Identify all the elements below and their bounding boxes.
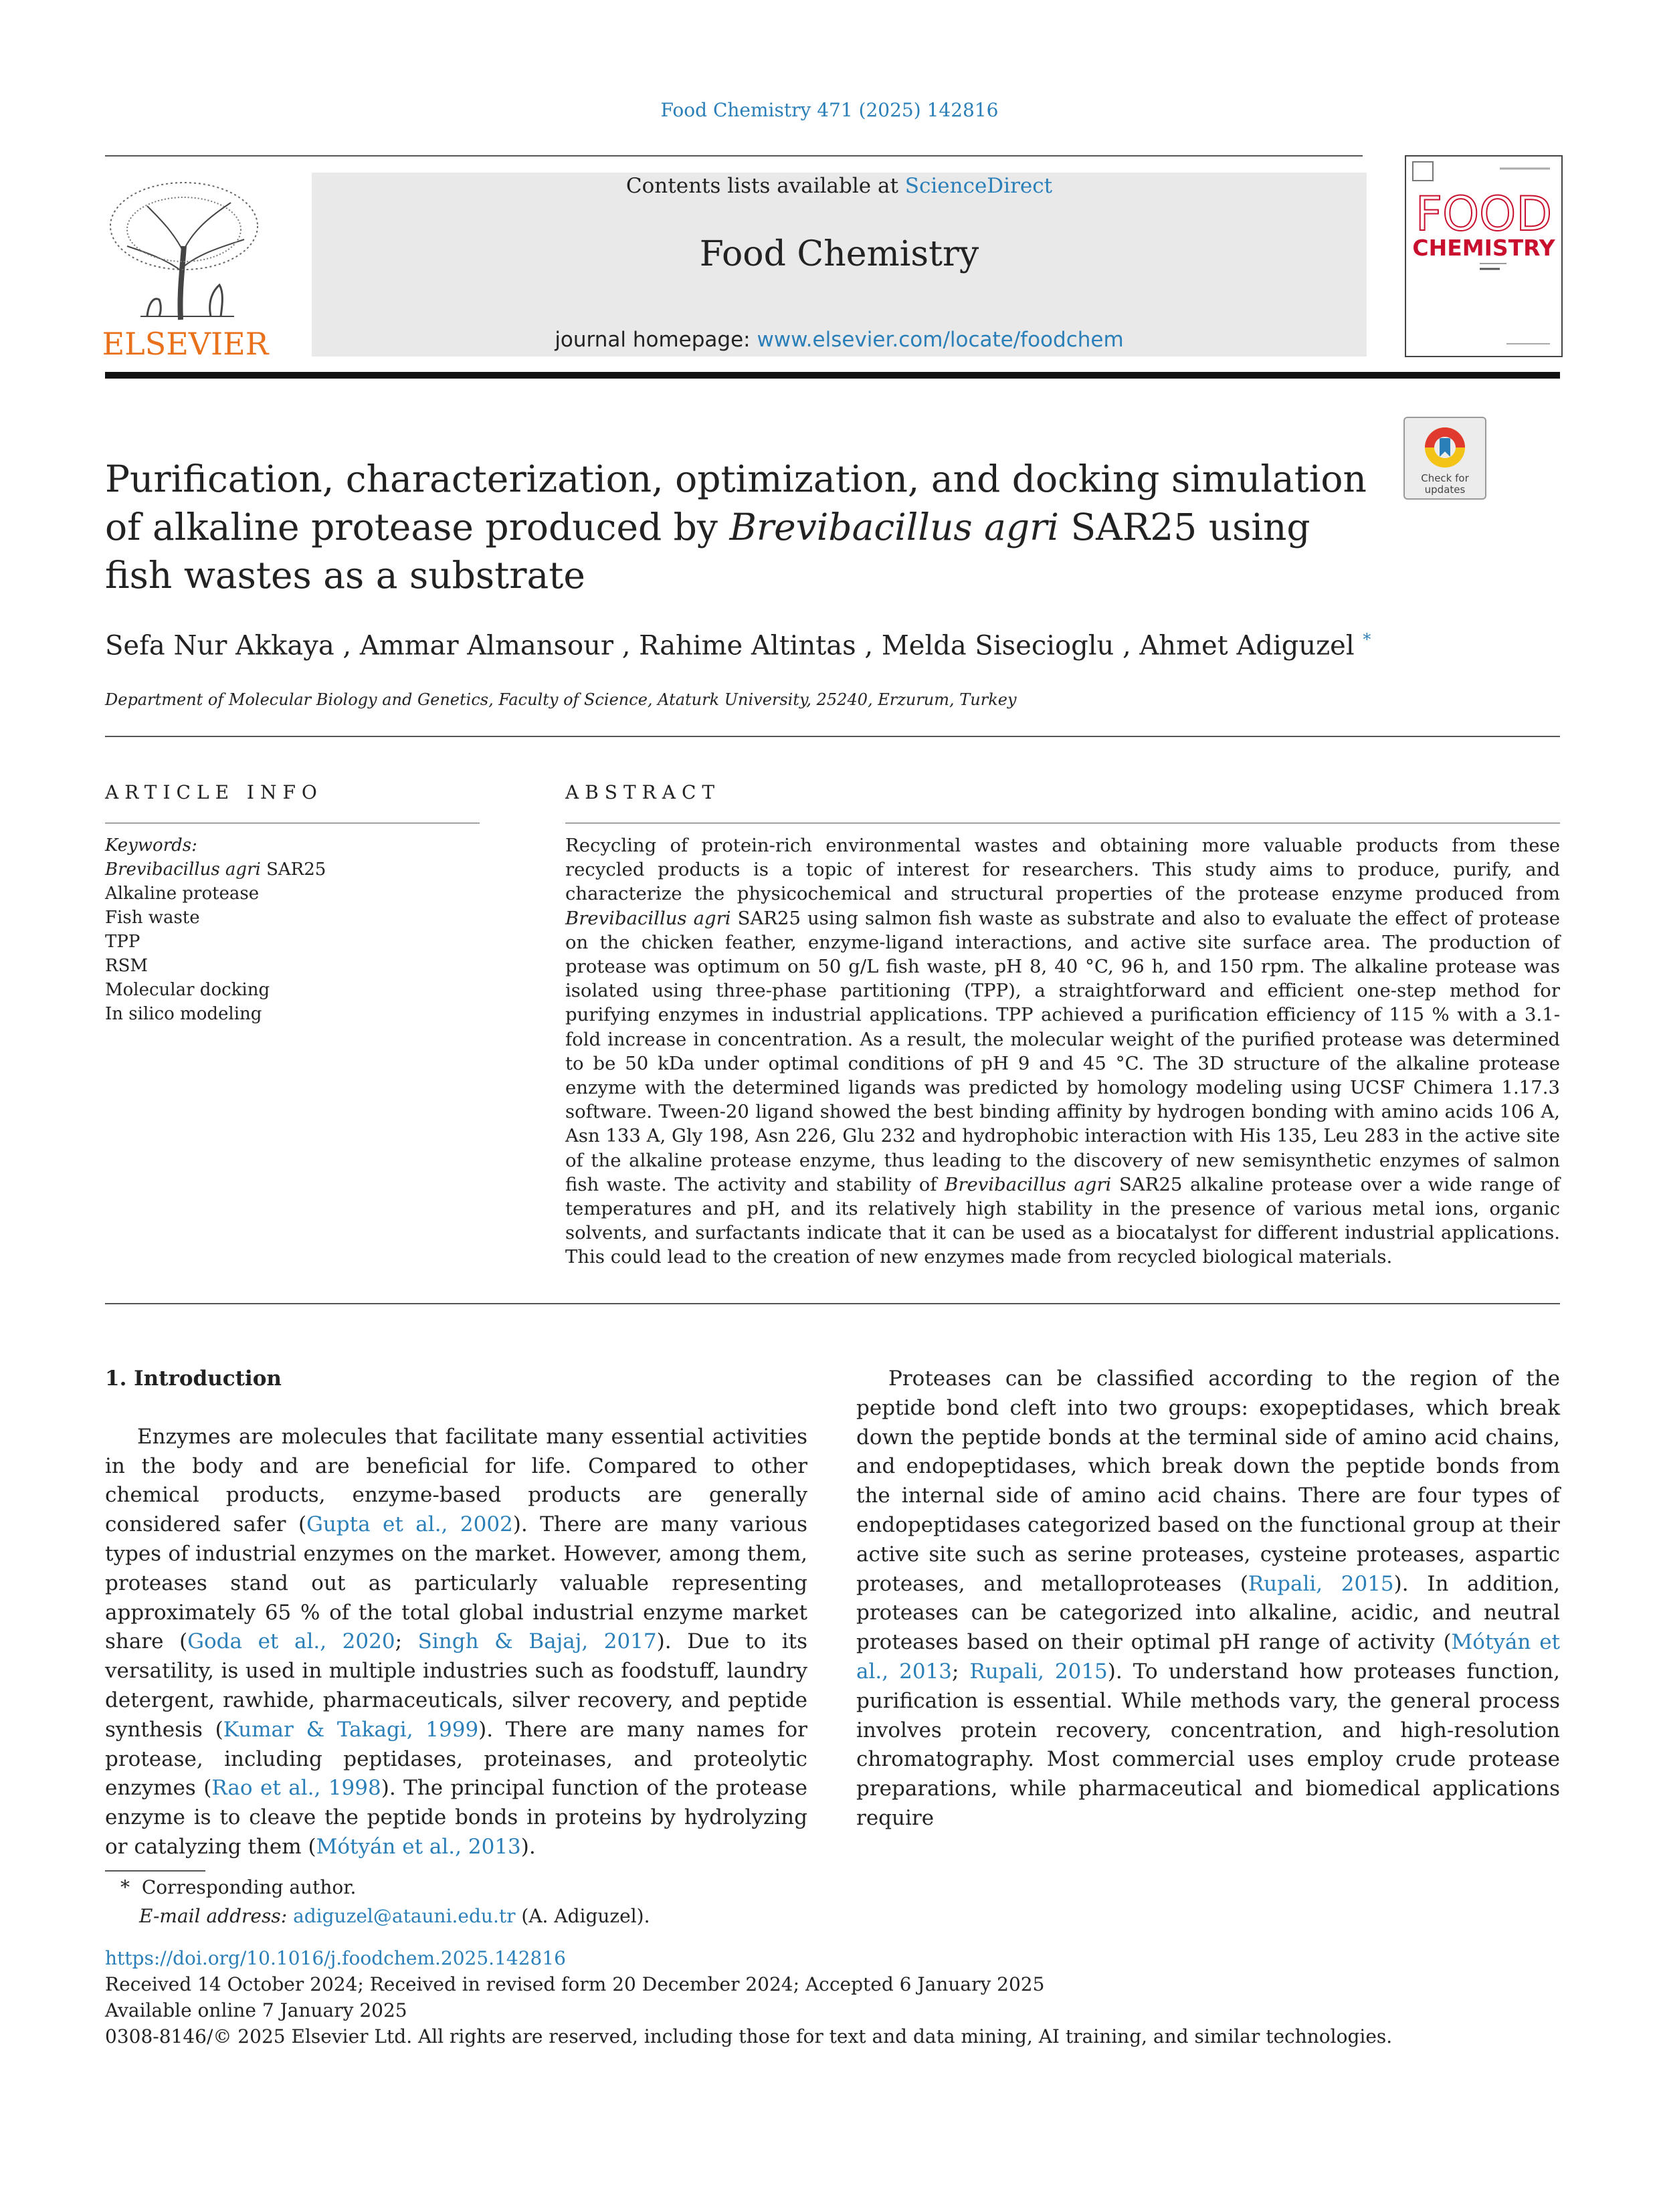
check-for-updates-badge[interactable] [1403,417,1486,500]
body-column-right [856,1365,1560,1833]
keyword-item: TPP [105,932,140,952]
cover-title-chemistry: CHEMISTRY [1412,235,1555,261]
elsevier-wordmark: ELSEVIER [102,326,269,360]
body-text: ; [395,1629,418,1654]
keyword-item: RSM [105,956,149,976]
crossmark-label-line1: Check for [1421,472,1469,484]
copyright: 0308-8146/© 2025 Elsevier Ltd. All rights are reserved, including those for text and data mining, AI training, and similar technologies. [105,2025,1393,2047]
top-rule [105,155,1363,157]
author-name[interactable]: Ahmet Adiguzel [1139,630,1355,662]
citation-link[interactable]: Rao et al., 1998 [211,1776,381,1801]
article-title [105,455,1376,599]
body-text: ; [952,1659,970,1684]
journal-cover-icon [1406,157,1561,356]
article-info-heading: ARTICLE INFO [105,781,323,803]
section-heading-introduction: 1. Introduction [105,1367,282,1391]
keyword-item [105,858,533,882]
body-paragraph [105,1423,807,1862]
body-text: ). To understand how proteases function, purification is essential. While methods vary, the general process involves protein recovery, concentration, and high-resolution chromatography. Most commercial uses employ crude protease preparations, while pharmaceutical and biomedical applications require [856,1659,1560,1830]
abstract-species-italic: Brevibacillus agri [945,1173,1112,1195]
keywords-list [105,833,533,1026]
citation-link[interactable]: Mótyán et al., 2013 [856,1630,1560,1684]
footnote-mark: * [120,1876,130,1898]
body-text: ). There are many names for protease, including peptidases, proteinases, and proteolytic enzymes ( [105,1717,807,1801]
homepage-prefix: journal homepage: [555,328,757,352]
keywords-label: Keywords: [105,835,197,856]
abstract-segment: SAR25 using salmon fish waste as substrate and also to evaluate the effect of protease on the chicken feather, enzyme-ligand interactions, and active site surface area. The production of protease was optimum on 50 g/L fish waste, pH 8, 40 °C, 96 h, and 150 rpm. The alkaline protease was isolated using three-phase partitioning (TPP), a straightforward and efficient one-step method for purifying enzymes in industrial applications. TPP achieved a purification efficiency of 115 % with a 3.1-fold increase in concentration. As a result, the molecular weight of the purified protease was determined to be 50 kDa under optimal conditions of pH 9 and 45 °C. The 3D structure of the alkaline protease enzyme with the determined ligands was predicted by homology modeling using UCSF Chimera 1.17.3 software. Tween-20 ligand showed the best binding affinity by hydrogen bonding with amino acids 106 A, Asn 133 A, Gly 198, Asn 226, Glu 232 and hydrophobic interaction with His 135, Leu 283 in the active site of the alkaline protease enzyme, thus leading to the discovery of new semisynthetic enzymes of salmon fish waste. The activity and stability of [565,907,1561,1195]
keyword-item: Alkaline protease [105,884,260,904]
available-online: Available online 7 January 2025 [105,1999,407,2021]
email-note [120,1902,1191,1930]
citation-link[interactable]: Singh & Bajaj, 2017 [417,1629,657,1654]
journal-cover-thumbnail[interactable] [1405,155,1563,357]
page-footer [105,1945,1563,2049]
affiliation: Department of Molecular Biology and Genetics, Faculty of Science, Ataturk University, 25240, Erzurum, Turkey [105,690,1017,709]
journal-name: Food Chemistry [699,234,979,274]
citation-link[interactable]: Rupali, 2015 [1248,1571,1394,1596]
author-name[interactable]: Sefa Nur Akkaya [105,630,334,662]
body-text: ). There are many various types of industrial enzymes on the market. However, among them, proteases stand out as particularly valuable representing approximately 65 % of the total global industrial enzyme market share ( [105,1512,807,1654]
email-link[interactable]: adiguzel@atauni.edu.tr [293,1905,516,1927]
email-suffix: (A. Adiguzel). [515,1905,650,1927]
author-name[interactable]: Melda Sisecioglu [881,630,1114,662]
abstract-species-italic: Brevibacillus agri [565,907,731,929]
title-part-2: SAR25 using fish wastes as a substrate [105,506,1310,597]
author-separator: , [856,630,882,662]
abstract-heading: ABSTRACT [565,781,721,803]
doi-link[interactable]: https://doi.org/10.1016/j.foodchem.2025.142816 [105,1947,566,1969]
abstract-segment: Recycling of protein-rich environmental wastes and obtaining more valuable products from these recycled products is a topic of interest for researchers. This study aims to produce, purify, and characterize the physicochemical and structural properties of the protease enzyme produced from [565,835,1560,905]
keyword-item: In silico modeling [105,1004,262,1024]
crossmark-label-line2: updates [1424,484,1466,496]
author-separator: , [613,630,640,662]
journal-reference-link[interactable]: Food Chemistry 471 (2025) 142816 [660,99,999,121]
citation-link[interactable]: Kumar & Takagi, 1999 [223,1717,479,1742]
body-text: Proteases can be classified according to the region of the peptide bond cleft into two groups: exopeptidases, which break down the peptide bonds at the terminal side of amino acid chains, and endopeptidases, which break down the peptide bonds from the internal side of amino acid chains. There are four types of endopeptidases categorized based on the functional group at their active site such as serine proteases, cysteine proteases, aspartic proteases, and metalloproteases ( [856,1367,1560,1596]
title-part-1: Purification, characterization, optimization, and docking simulation of alkaline protease produced by [105,458,1367,548]
author-separator: , [334,630,360,662]
author-name[interactable]: Rahime Altintas [639,630,856,662]
cover-title-food: FOOD [1415,187,1553,241]
abstract-text [565,833,1560,1270]
contents-line [312,174,1367,198]
body-text: Enzymes are molecules that facilitate many essential activities in the body and are beneficial for life. Compared to other chemical products, enzyme-based products are generally considered safer ( [105,1424,807,1537]
title-species-italic: Brevibacillus agri [729,506,1059,548]
header-thick-rule [105,372,1560,379]
author-name[interactable]: Ammar Almansour [359,630,613,662]
homepage-line [312,328,1367,352]
homepage-link[interactable]: www.elsevier.com/locate/foodchem [757,328,1124,352]
keyword-item: Molecular docking [105,980,270,1000]
elsevier-logo [100,173,271,360]
abstract-segment: SAR25 alkaline protease over a wide range of temperatures and pH, and its relatively high stability in the presence of various metal ions, organic solvents, and surfactants indicate that it can be used as a biocatalyst for different industrial applications. This could lead to the creation of new enzymes made from recycled biological materials. [565,1173,1560,1268]
crossmark-icon [1405,418,1485,498]
contents-prefix: Contents lists available at [625,174,905,198]
keyword-species: Brevibacillus agri [105,860,261,880]
keyword-item: Fish waste [105,908,200,928]
elsevier-tree-icon [100,173,271,360]
received-dates: Received 14 October 2024; Received in revised form 20 December 2024; Accepted 6 January 2025 [105,1973,1045,1995]
author-separator: , [1114,630,1140,662]
citation-link[interactable]: Gupta et al., 2002 [306,1512,513,1537]
body-text: ). The principal function of the protease enzyme is to cleave the peptide bonds in proteins by hydrolyzing or catalyzing them ( [105,1776,807,1859]
email-label: E-mail address: [139,1905,288,1927]
body-text: ). Due to its versatility, is used in multiple industries such as foodstuff, laundry detergent, rawhide, pharmaceuticals, silver recovery, and peptide synthesis ( [105,1629,807,1742]
corresponding-note [120,1873,1191,1902]
sciencedirect-link[interactable]: ScienceDirect [904,174,1053,198]
divider-rule [105,736,1560,737]
keyword-suffix: SAR25 [260,860,326,880]
footnote-rule [105,1870,205,1872]
footnote-text: Corresponding author. [141,1876,357,1898]
divider-rule [105,1303,1560,1304]
corresponding-author-mark[interactable]: * [1363,630,1371,649]
footnote [120,1873,1191,1930]
body-text: ). [520,1834,536,1859]
body-text: ). In addition, proteases can be categorized into alkaline, acidic, and neutral proteases based on their optimal pH range of activity ( [856,1571,1560,1655]
citation-link[interactable]: Goda et al., 2020 [187,1629,395,1654]
citation-link[interactable]: Rupali, 2015 [969,1659,1108,1684]
citation-link[interactable]: Mótyán et al., 2013 [316,1834,521,1859]
body-column-left [105,1365,807,1862]
author-list [105,630,1510,661]
body-paragraph [856,1365,1560,1833]
